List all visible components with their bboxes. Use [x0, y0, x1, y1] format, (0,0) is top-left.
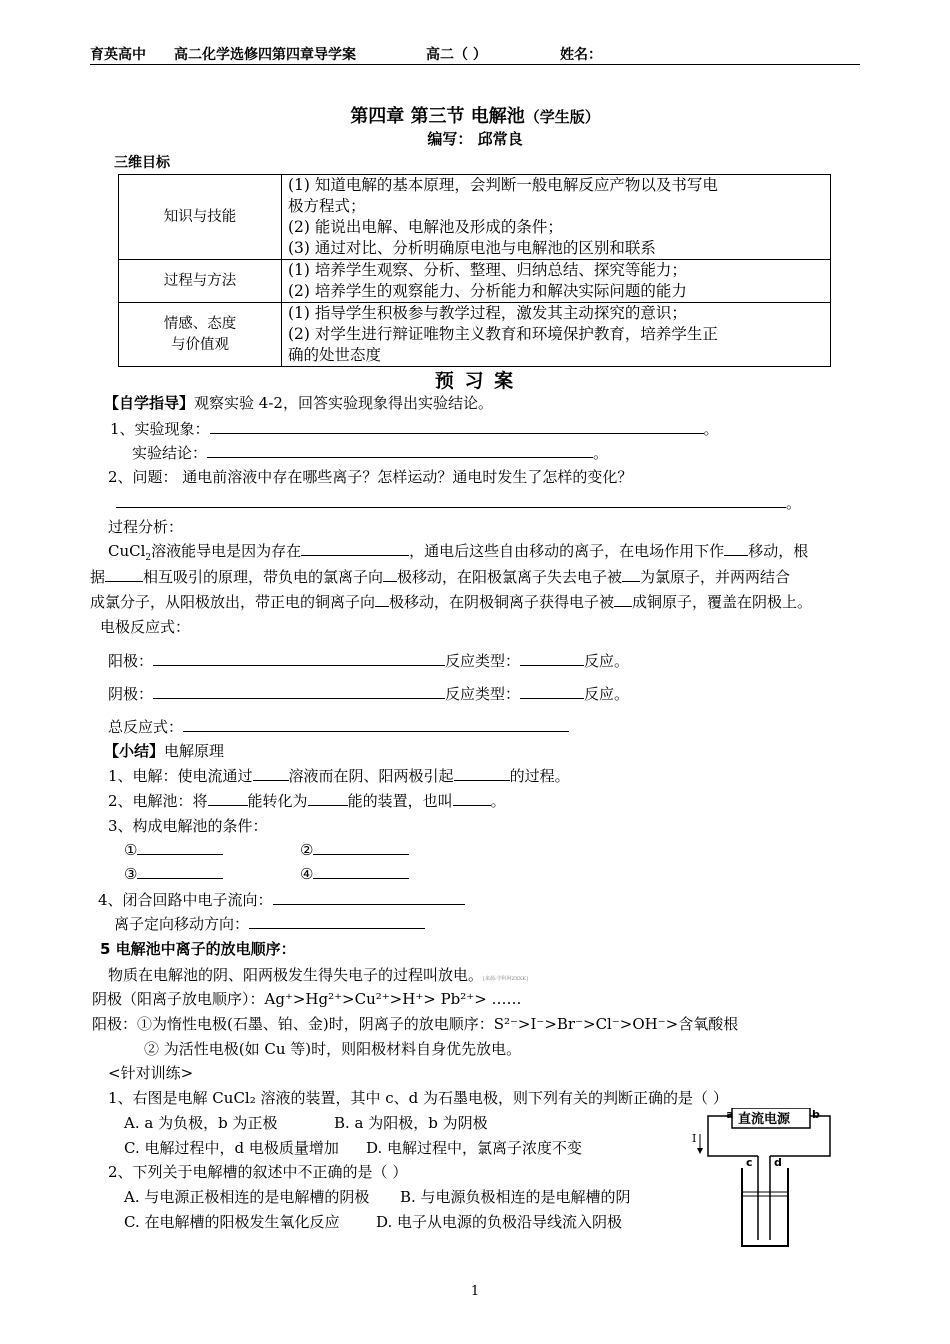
goal-line: 确的处世态度: [288, 346, 382, 364]
answer-blank[interactable]: [313, 840, 409, 855]
answer-blank[interactable]: [622, 567, 640, 582]
guide-text: 观察实验 4-2，回答实验现象得出实验结论。: [194, 394, 493, 412]
text: 溶液能导电是因为存在: [151, 542, 302, 560]
power-label: 直流电源: [738, 1112, 791, 1127]
text: ②: [300, 841, 314, 859]
anode-label: 阳极：: [108, 652, 154, 670]
answer-blank[interactable]: [375, 592, 389, 607]
answer-blank[interactable]: [273, 890, 465, 905]
guide-line: [104, 392, 493, 413]
goals-content: [282, 175, 831, 260]
text: 能的装置，也叫: [347, 792, 453, 810]
q2-answer: [116, 492, 801, 513]
author: 编写： 邱常良: [427, 130, 523, 148]
summary-4b: [114, 913, 425, 934]
answer-blank[interactable]: [249, 914, 425, 929]
analysis-line-3: [90, 591, 812, 612]
answer-blank[interactable]: [210, 419, 704, 434]
goals-row: [119, 175, 831, 260]
text: 据: [90, 568, 106, 586]
text: ，通电后这些自由移动的离子，在电场作用下作: [409, 542, 725, 560]
goals-label-line: 情感、态度: [163, 315, 237, 332]
text: 离子定向移动方向：: [114, 915, 250, 933]
answer-blank[interactable]: [308, 791, 348, 806]
label-c: c: [746, 1156, 753, 1169]
arrow-head: [697, 1148, 703, 1154]
text: ④: [300, 865, 314, 883]
text: 极移动，在阴极铜离子获得电子被: [389, 593, 615, 611]
rtype-label: 反应类型：: [445, 652, 521, 670]
text: 阴极（阳离子放电顺序）：: [92, 990, 265, 1008]
condition-4: [300, 864, 409, 883]
analysis-line-1: [108, 540, 808, 563]
condition-2: [300, 840, 409, 859]
text: 成铜原子，覆盖在阴极上。: [632, 593, 813, 611]
goals-table: [118, 174, 831, 367]
q1-option-c[interactable]: C. 电解过程中，d 电极质量增加: [124, 1139, 339, 1157]
goal-line: (1) 培养学生观察、分析、整理、归纳总结、探究等能力；: [288, 261, 687, 279]
text: 物质在电解池的阴、阳两极发生得失电子的过程叫放电。: [108, 966, 484, 984]
answer-blank[interactable]: [137, 864, 223, 879]
text: 。: [490, 792, 506, 810]
q2-question: 2、问题： 通电前溶液中存在哪些离子？怎样运动？通电时发生了怎样的变化？: [108, 468, 633, 486]
text: 能转化为: [247, 792, 308, 810]
goal-line: (2) 培养学生的观察能力、分析能力和解决实际问题的能力: [288, 282, 687, 300]
label-d: d: [774, 1156, 782, 1169]
q1-phenomenon: [110, 418, 719, 439]
answer-blank[interactable]: [724, 541, 748, 556]
page-title: [0, 102, 950, 128]
q2-option-b[interactable]: B. 与电源负极相连的是电解槽的阴: [400, 1188, 631, 1206]
summary-tag: 【小结】: [104, 742, 165, 760]
answer-blank[interactable]: [454, 766, 510, 781]
summary-1: [108, 765, 570, 786]
answer-blank[interactable]: [207, 443, 593, 458]
goal-line: (1) 知道电解的基本原理，会判断一般电解反应产物以及书写电: [288, 176, 718, 194]
answer-blank[interactable]: [313, 864, 409, 879]
goal-line: 极方程式；: [288, 197, 366, 215]
answer-blank[interactable]: [383, 567, 397, 582]
answer-blank[interactable]: [614, 592, 632, 607]
q1-option-d[interactable]: D. 电解过程中，氯离子浓度不变: [366, 1139, 583, 1157]
goal-line: (3) 通过对比、分析明确原电池与电解池的区别和联系: [288, 239, 656, 257]
text: 成氯分子，从阳极放出，带正电的铜离子向: [90, 593, 376, 611]
anode-reaction: [108, 650, 629, 671]
answer-blank[interactable]: [183, 717, 569, 732]
answer-blank[interactable]: [153, 651, 445, 666]
answer-blank[interactable]: [208, 791, 248, 806]
text: 阳极：①为惰性电极(石墨、铂、金)时，阴离子的放电顺序：: [92, 1015, 494, 1033]
condition-1: [124, 840, 223, 859]
goals-row: [119, 260, 831, 303]
formula: CuCl: [108, 542, 146, 560]
preview-heading: 预 习 案: [434, 370, 516, 392]
analysis-line-2: [90, 566, 790, 587]
q1-phen-label: 1、实验现象：: [110, 420, 210, 438]
header-name-label: 姓名：: [560, 47, 602, 63]
goals-label: [119, 303, 282, 367]
answer-blank[interactable]: [137, 840, 223, 855]
anode-order: [92, 1013, 738, 1034]
summary-4: [98, 889, 465, 910]
text: 2、电解池：将: [108, 792, 208, 810]
text: 相互吸引的原理，带负电的氯离子向: [143, 568, 384, 586]
page-header: [90, 44, 860, 65]
training-heading: <针对训练>: [108, 1064, 194, 1082]
rtype-label: 反应类型：: [445, 685, 521, 703]
q2-option-c[interactable]: C. 在电解槽的阳极发生氧化反应: [124, 1213, 340, 1231]
page-number: 1: [470, 1284, 480, 1299]
goals-label: 知识与技能: [119, 175, 282, 260]
period: 。: [703, 420, 719, 438]
text: ③: [124, 865, 138, 883]
text: ①: [124, 841, 138, 859]
text: S²⁻>I⁻>Br⁻>Cl⁻>OH⁻>含氧酸根: [493, 1015, 739, 1033]
text: 为氯原子，并两两结合: [640, 568, 791, 586]
total-label: 总反应式：: [108, 718, 184, 736]
label-current: I: [692, 1132, 697, 1145]
q2-option-a[interactable]: A. 与电源正极相连的是电解槽的阴极: [124, 1188, 370, 1206]
q1-conclusion: [132, 442, 608, 463]
goal-line: (1) 指导学生积极参与教学过程，激发其主动探究的意识；: [288, 304, 687, 322]
answer-blank[interactable]: [520, 651, 584, 666]
guide-tag: 【自学指导】: [104, 394, 195, 412]
summary-3: 3、构成电解池的条件：: [108, 817, 268, 835]
q1-option-b[interactable]: B. a 为阳极，b 为阴极: [334, 1114, 488, 1132]
electrolysis-diagram: [690, 1108, 840, 1250]
text: 移动，根: [748, 542, 809, 560]
electrode-label: 电极反应式：: [100, 618, 191, 636]
q1-concl-label: 实验结论：: [132, 444, 208, 462]
q2-option-d[interactable]: D. 电子从电源的负极沿导线流入阴极: [376, 1213, 623, 1231]
text: 1、电解：使电流通过: [108, 767, 253, 785]
goals-content: [282, 303, 831, 367]
summary-5: 5 电解池中离子的放电顺序：: [100, 940, 296, 958]
header-course: 高二化学选修四第四章导学案: [174, 47, 356, 63]
goals-content: [282, 260, 831, 303]
goals-label-line: 与价值观: [171, 336, 229, 353]
total-reaction: [108, 716, 569, 737]
text: 溶液而在阴、阳两极引起: [288, 767, 454, 785]
training-q2: 2、下列关于电解槽的叙述中不正确的是（ ）: [108, 1163, 408, 1181]
label-a: a: [726, 1108, 734, 1121]
goals-label: 过程与方法: [119, 260, 282, 303]
period: 。: [593, 444, 609, 462]
period: 。: [786, 494, 802, 512]
source-note: [来源:学科网ZXXK]: [483, 976, 528, 982]
text: 极移动，在阳极氯离子失去电子被: [397, 568, 623, 586]
summary-2: [108, 790, 506, 811]
reaction-suffix: 反应。: [584, 685, 630, 703]
formula-sub: 2: [145, 553, 152, 563]
training-q1: 1、右图是电解 CuCl₂ 溶液的装置，其中 c、d 为石墨电极，则下列有关的判断正确的是（ ）: [108, 1089, 728, 1107]
discharge-definition: [108, 964, 528, 985]
label-b: b: [812, 1108, 820, 1121]
answer-blank[interactable]: [253, 766, 289, 781]
answer-blank[interactable]: [153, 684, 445, 699]
analysis-label: 过程分析：: [108, 518, 184, 536]
summary-heading: [104, 740, 224, 761]
reaction-suffix: 反应。: [584, 652, 630, 670]
q1-option-a[interactable]: A. a 为负极，b 为正极: [124, 1114, 278, 1132]
goal-line: (2) 能说出电解、电解池及形成的条件；: [288, 218, 563, 236]
answer-blank[interactable]: [453, 791, 491, 806]
anode-order-2: ② 为活性电极(如 Cu 等)时，则阳极材料自身优先放电。: [144, 1040, 522, 1058]
text: 4、闭合回路中电子流向：: [98, 891, 273, 909]
goals-heading: 三维目标: [114, 155, 170, 171]
summary-title: 电解原理: [164, 742, 225, 760]
header-grade: 高二（ ）: [426, 47, 487, 63]
condition-3: [124, 864, 223, 883]
cathode-label: 阴极：: [108, 685, 154, 703]
answer-blank[interactable]: [116, 493, 786, 508]
title-main: 第四章 第三节 电解池: [350, 106, 525, 127]
cathode-reaction: [108, 683, 629, 704]
goals-row: [119, 303, 831, 367]
beaker: [742, 1168, 788, 1246]
text: 的过程。: [509, 767, 570, 785]
header-school: 育英高中: [90, 47, 146, 63]
title-edition: （学生版）: [524, 108, 600, 126]
answer-blank[interactable]: [301, 541, 409, 556]
answer-blank[interactable]: [520, 684, 584, 699]
goal-line: (2) 对学生进行辩证唯物主义教育和环境保护教育，培养学生正: [288, 325, 718, 343]
text: Ag⁺>Hg²⁺>Cu²⁺>H⁺> Pb²⁺> ……: [264, 990, 522, 1008]
answer-blank[interactable]: [105, 567, 143, 582]
cathode-order: [92, 988, 522, 1009]
